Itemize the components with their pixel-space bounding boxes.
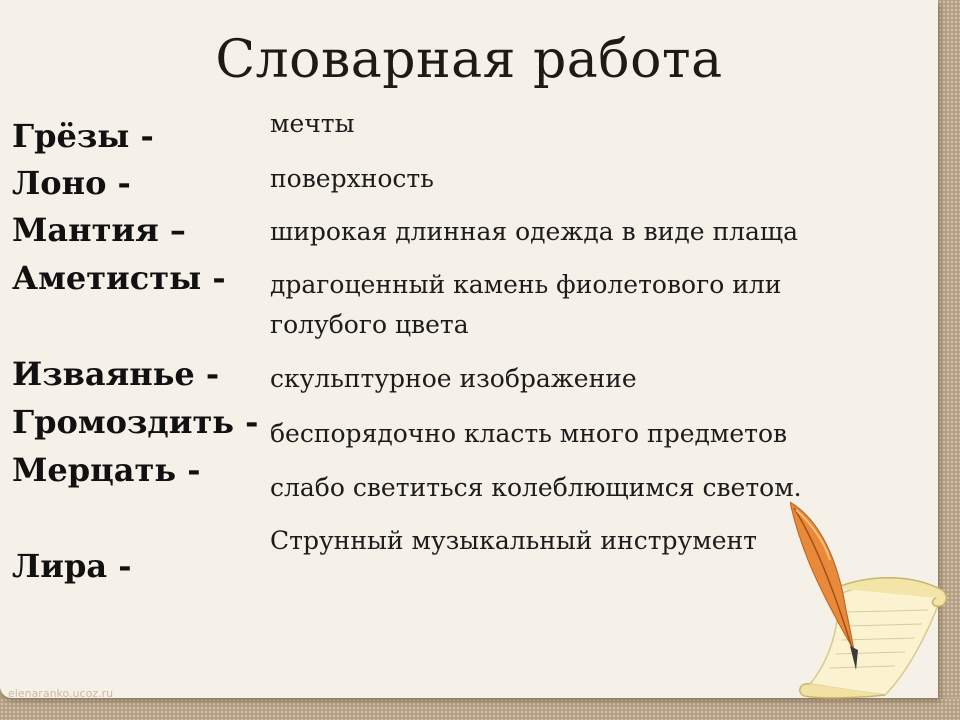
definition-grezy: мечты xyxy=(270,109,355,138)
definition-ametisty-line1: драгоценный камень фиолетового или xyxy=(270,270,782,299)
term-grezy: Грёзы - xyxy=(12,117,154,155)
dotted-border-bottom xyxy=(0,698,960,720)
term-gromozdit: Громоздить - xyxy=(12,403,259,441)
definition-izvayanie: скульптурное изображение xyxy=(270,364,637,393)
definition-gromozdit: беспорядочно класть много предметов xyxy=(270,419,788,448)
term-ametisty: Аметисты - xyxy=(12,259,226,297)
definition-mertsat: слабо светиться колеблющимся светом. xyxy=(270,473,802,502)
definition-lira: Струнный музыкальный инструмент xyxy=(270,526,757,555)
term-izvayanie: Изваянье - xyxy=(12,355,220,393)
slide-title: Словарная работа xyxy=(215,30,723,90)
definition-lono: поверхность xyxy=(270,164,434,193)
footer-watermark: elenaranko.ucoz.ru xyxy=(8,687,114,700)
quill-pen-icon xyxy=(790,500,950,700)
term-mantiya: Мантия – xyxy=(12,211,186,249)
term-mertsat: Мерцать - xyxy=(12,451,201,489)
term-lira: Лира - xyxy=(12,547,132,585)
term-lono: Лоно - xyxy=(12,164,131,202)
definition-ametisty-line2: голубого цвета xyxy=(270,310,469,339)
definition-mantiya: широкая длинная одежда в виде плаща xyxy=(270,217,799,246)
